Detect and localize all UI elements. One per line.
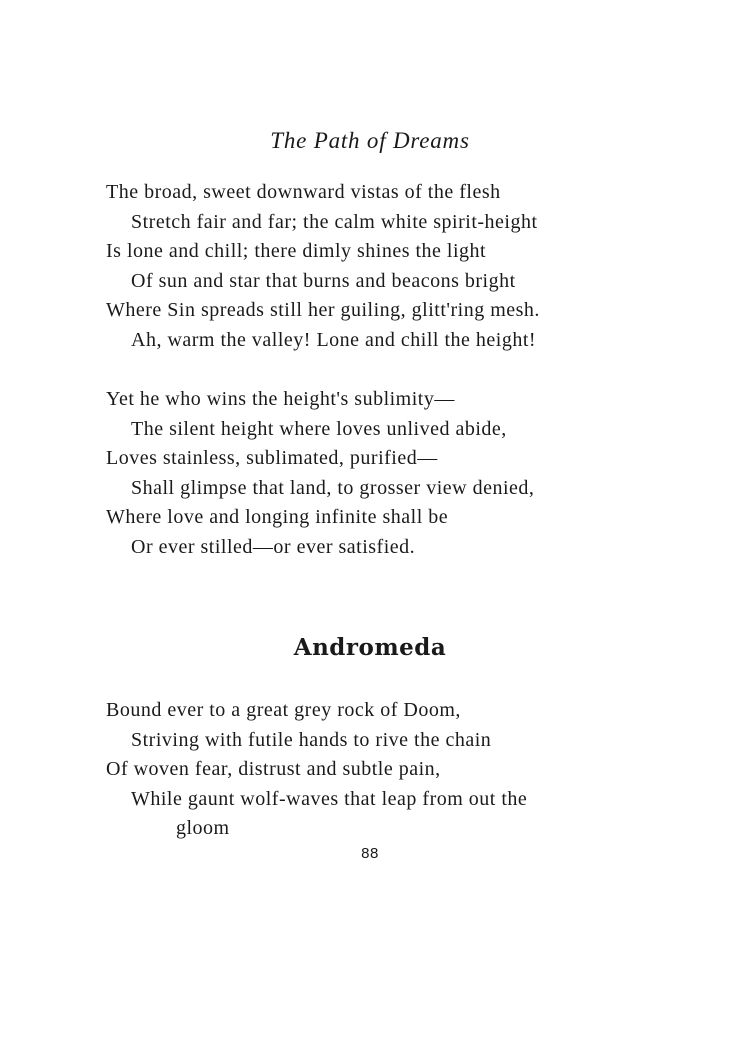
poem-line: The broad, sweet downward vistas of the flesh [106, 181, 501, 203]
poem-line: Of sun and star that burns and beacons bright [131, 269, 516, 292]
poem-line: Of woven fear, distrust and subtle pain, [106, 758, 441, 780]
page-number: 88 [361, 845, 379, 862]
poem-stanza [106, 178, 666, 355]
poem-line: Shall glimpse that land, to grosser view denied, [131, 476, 535, 499]
poem-title: The Path of Dreams [270, 128, 470, 153]
poem-line: Loves stainless, sublimated, purified— [106, 447, 438, 469]
poem-line: Striving with futile hands to rive the chain [131, 728, 492, 751]
poem-line: Is lone and chill; there dimly shines the light [106, 240, 487, 262]
poem-line: While gaunt wolf-waves that leap from out the [131, 787, 528, 810]
poem-line: Where Sin spreads still her guiling, glitt'ring mesh. [106, 299, 540, 321]
poem-stanza [106, 696, 666, 844]
poem-line: Stretch fair and far; the calm white spirit-height [131, 210, 538, 233]
poem-line: Yet he who wins the height's sublimity— [106, 388, 455, 410]
poem-line: gloom [176, 817, 230, 839]
poem-title: Andromeda [293, 634, 447, 661]
poem-line: The silent height where loves unlived abide, [131, 417, 507, 440]
poem-line: Where love and longing infinite shall be [106, 506, 449, 528]
poem-stanza [106, 385, 666, 562]
poem-line: Bound ever to a great grey rock of Doom, [106, 699, 461, 721]
poem-line: Ah, warm the valley! Lone and chill the height! [131, 328, 537, 351]
poem-line: Or ever stilled—or ever satisfied. [131, 535, 416, 558]
